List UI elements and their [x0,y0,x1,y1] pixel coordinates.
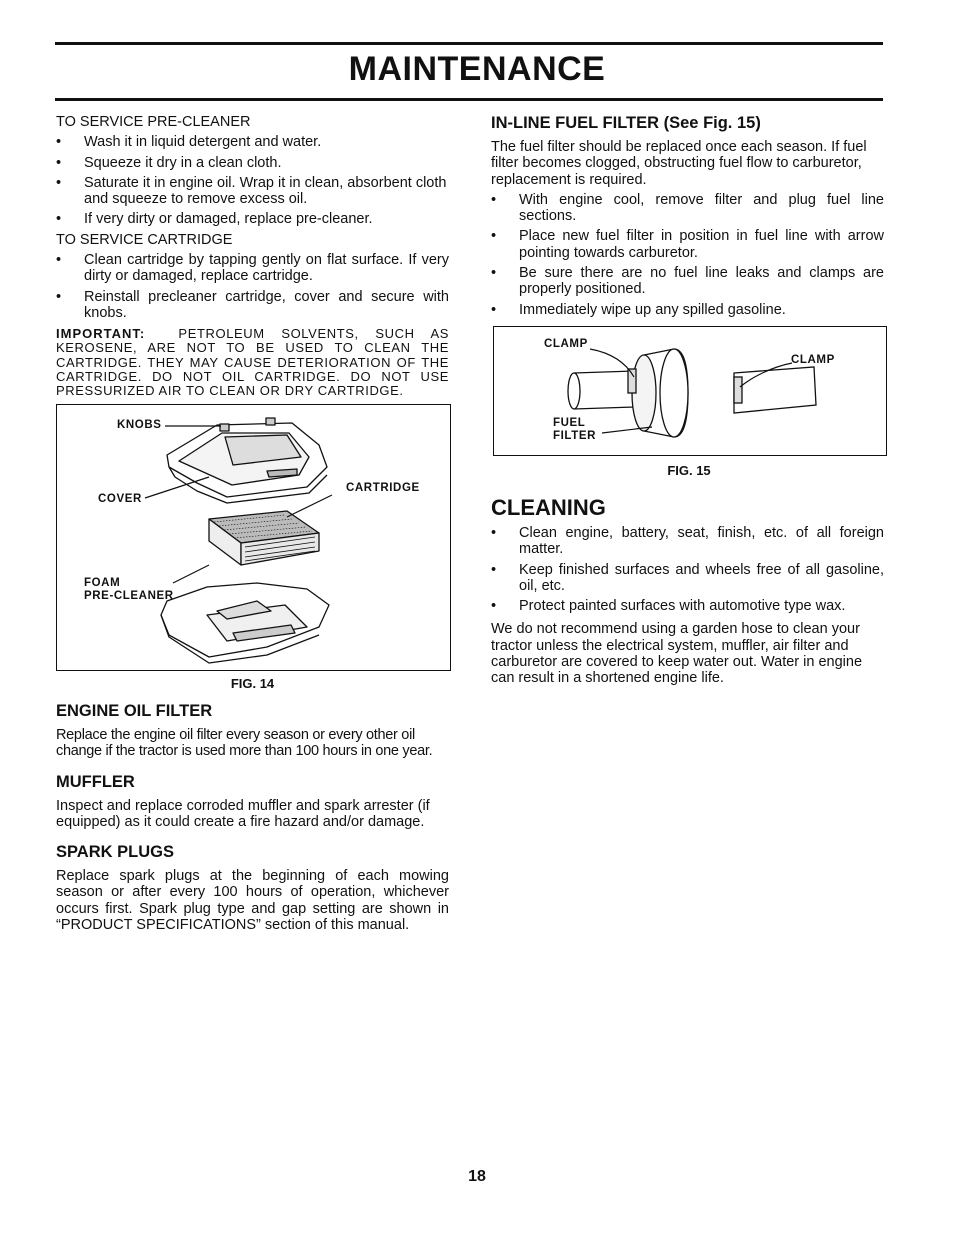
label-knobs: KNOBS [117,419,162,431]
list-item: • Squeeze it dry in a clean cloth. [56,154,282,171]
list-item: • Reinstall precleaner cartridge, cover and secure with knobs. [56,288,449,321]
fig15-box [493,326,887,456]
left-column [56,114,449,398]
cartridge-heading: TO SERVICE CARTRIDGE [56,231,233,248]
list-item: • Be sure there are no fuel line leaks and clamps are properly positioned. [491,265,884,298]
fig14-box [56,404,451,671]
label-cover: COVER [98,493,142,505]
top-rule [55,42,883,45]
label-foam: FOAM [84,577,121,589]
label-clamp-right: CLAMP [791,354,835,366]
fig14-caption: FIG. 14 [230,676,275,691]
air-filter-illustration [57,405,450,670]
list-item: • Saturate it in engine oil. Wrap it in clean, absorbent cloth and squeeze to remove excess oil. [56,174,447,208]
pre-cleaner-steps [56,134,449,227]
page-title: MAINTENANCE [348,50,606,88]
left-lower-sections [56,702,449,933]
cartridge-steps [56,252,449,321]
spark-plugs-heading: SPARK PLUGS [56,843,174,862]
list-item: • Keep finished surfaces and wheels free of all gasoline, oil, etc. [491,561,884,594]
important-notice [56,327,449,398]
engine-oil-filter-heading: ENGINE OIL FILTER [56,702,213,720]
label-cartridge: CARTRIDGE [346,482,420,494]
cleaning-section [491,495,884,687]
right-column [491,114,884,318]
pre-cleaner-heading: TO SERVICE PRE-CLEANER [56,114,251,130]
label-clamp-left: CLAMP [544,338,588,350]
important-label: IMPORTANT: [56,326,146,342]
label-filter: FILTER [553,430,596,442]
spark-plugs-body: Replace spark plugs at the beginning of each mowing season or after every 100 hours of operation, whichever occurs first. Spark plug type and gap setting are shown in “PRODUCT SPECIFICATIONS” section of this manual. [56,868,449,934]
muffler-heading: MUFFLER [56,772,135,791]
list-item: • Wash it in liquid detergent and water. [56,134,322,151]
fuel-filter-intro: The fuel filter should be replaced once each season. If fuel filter becomes clogged, obstructing fuel flow to carburetor, replacement is required. [491,139,867,188]
important-text: PETROLEUM SOLVENTS, SUCH AS KEROSENE, ARE NOT TO BE USED TO CLEAN THE CARTRIDGE. THEY MAY CAUSE DETERIORATION OF THE CARTRIDGE. DO NOT OIL CARTRIDGE. DO NOT USE PRESSURIZED AIR TO CLEAN OR DRY CARTRIDGE. [56,326,449,399]
title-rule [55,98,883,101]
list-item: • Clean engine, battery, seat, finish, etc. of all foreign matter. [491,525,884,558]
list-item: • If very dirty or damaged, replace pre-cleaner. [56,211,373,228]
page-number: 18 [468,1168,486,1185]
list-item: • Clean cartridge by tapping gently on flat surface. If very dirty or damaged, replace cartridge. [56,252,449,285]
list-item: • Immediately wipe up any spilled gasoline. [491,301,786,318]
cleaning-heading: CLEANING [491,495,606,520]
cleaning-body: We do not recommend using a garden hose to clean your tractor unless the electrical system, muffler, air filter and carburetor are covered to keep water out. Water in engine can result in a shortened engine life. [491,621,863,687]
cleaning-steps [491,525,884,614]
list-item: • Protect painted surfaces with automotive type wax. [491,598,846,615]
fig15-caption: FIG. 15 [667,463,711,478]
list-item: • Place new fuel filter in position in fuel line with arrow pointing towards carburetor. [491,228,884,261]
engine-oil-filter-body: Replace the engine oil filter every season or every other oil change if the tractor is used more than 100 hours in one year. [56,727,433,760]
label-pre-cleaner: PRE-CLEANER [84,590,174,602]
fuel-filter-heading: IN-LINE FUEL FILTER (See Fig. 15) [491,114,761,132]
fuel-filter-steps [491,192,884,318]
label-fuel: FUEL [553,417,586,429]
muffler-body: Inspect and replace corroded muffler and spark arrester (if equipped) as it could create a fire hazard and/or damage. [56,797,430,830]
list-item: • With engine cool, remove filter and plug fuel line sections. [491,191,884,225]
